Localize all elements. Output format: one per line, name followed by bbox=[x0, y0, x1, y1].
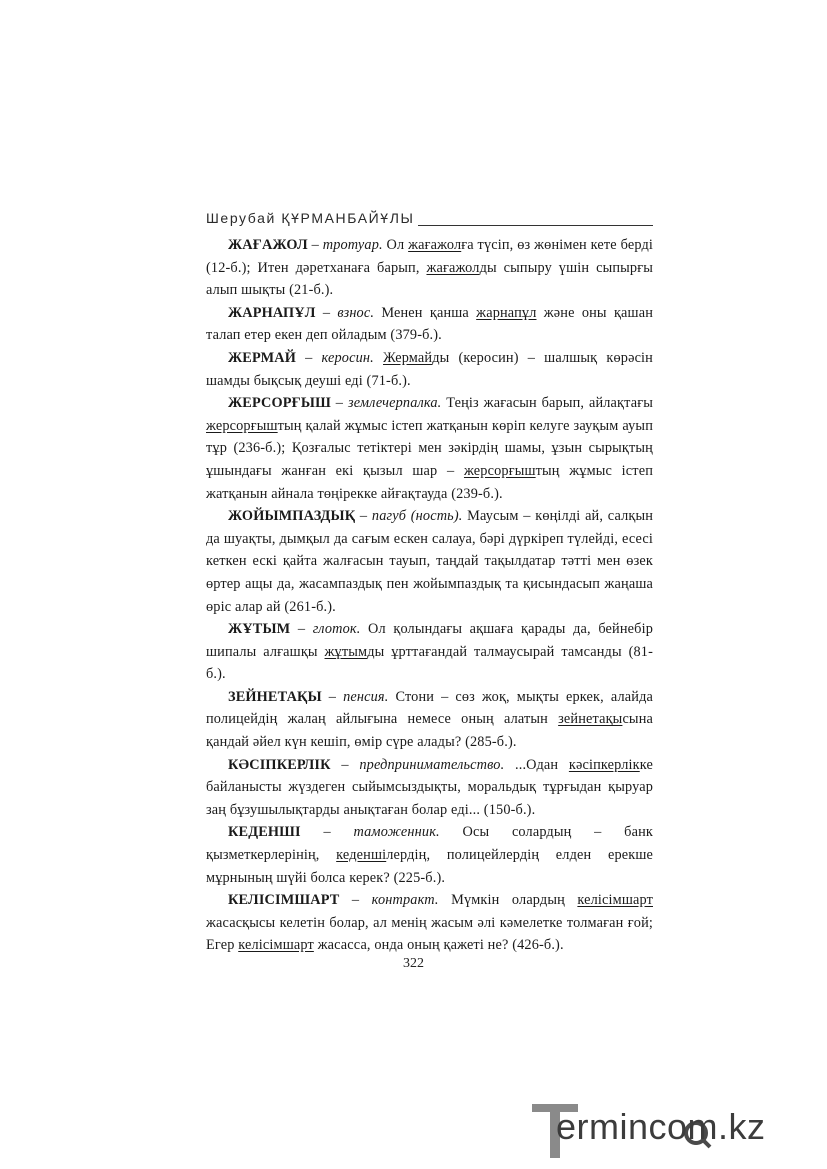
dictionary-entry bbox=[206, 821, 653, 889]
entry-example-text: тың жұмыс істеп жатқанын айнала төңірекке айғақтауда (239-б.). bbox=[206, 462, 653, 502]
entry-term-usage: кəсіпкерлік bbox=[568, 756, 640, 773]
entry-example-text: Ол қолындағы ақшаға қарады да, бейнебір шипалы алғашқы bbox=[206, 621, 653, 660]
entry-term-usage: келісімшарт bbox=[238, 937, 314, 954]
entry-headword: ЗЕЙНЕТАҚЫ bbox=[228, 688, 322, 705]
logo-text: ermincom.kz bbox=[556, 1106, 766, 1147]
entry-translation: пенсия. bbox=[343, 688, 389, 705]
entry-example-text: ға түсіп, өз жөнімен кете берді (12-б.); Итен дəретханаға барып, bbox=[206, 237, 654, 276]
dictionary-entry bbox=[206, 392, 653, 505]
entry-example-text: Менен қанша bbox=[374, 304, 477, 321]
entry-example-text: Мүмкін олардың bbox=[438, 892, 578, 909]
entry-dash: – bbox=[300, 824, 354, 841]
entry-term-usage: жерсорғыш bbox=[206, 417, 278, 434]
entry-translation: предпринимательство. bbox=[359, 756, 505, 773]
entry-translation: пагуб (ность). bbox=[371, 508, 463, 525]
termincom-logo[interactable] bbox=[530, 1100, 820, 1160]
entry-headword: КЕДЕНШІ bbox=[228, 824, 301, 841]
entry-term-usage: келісімшарт bbox=[577, 892, 653, 909]
entry-dash: – bbox=[330, 395, 348, 412]
entry-term-usage: жарнапұл bbox=[476, 304, 537, 321]
entry-example-text: Ол bbox=[382, 237, 409, 253]
entry-term-usage: жұтым bbox=[324, 643, 368, 660]
entry-example-text: ды сыпыру үшін сыпырғы алып шықты (21-б.). bbox=[206, 259, 653, 299]
dictionary-entry bbox=[206, 505, 653, 618]
entry-translation: таможенник. bbox=[353, 824, 440, 841]
entry-dash: – bbox=[321, 688, 344, 705]
entry-example-text: жасасқысы келетін болар, ал менің жасым əлі кəмелетке толмаған ғой; Егер bbox=[206, 914, 653, 954]
entry-dash: – bbox=[290, 621, 313, 638]
header-author: Шерубай ҚҰРМАНБАЙҰЛЫ bbox=[206, 210, 418, 226]
dictionary-entry bbox=[206, 302, 653, 347]
dictionary-entry bbox=[206, 889, 653, 957]
entry-term-usage: жағажол bbox=[408, 237, 462, 253]
entry-dash: – bbox=[295, 349, 322, 366]
dictionary-entries bbox=[206, 234, 653, 957]
entry-example-text: ды (керосин) – шалшық көрəсін шамды бықсық деуші еді (71-б.). bbox=[206, 349, 653, 389]
entry-term-usage: жағажол bbox=[426, 259, 480, 276]
entry-headword: ЖОЙЫМПАЗДЫҚ bbox=[228, 508, 356, 525]
entry-headword: ЖЕРСОРҒЫШ bbox=[228, 395, 331, 412]
entry-translation: глоток. bbox=[312, 621, 361, 638]
entry-translation: контракт. bbox=[371, 892, 439, 909]
entry-example-text: Осы солардың – банк қызметкерлерінің, bbox=[206, 824, 653, 864]
running-header bbox=[206, 210, 653, 230]
entry-dash: – bbox=[355, 508, 372, 525]
entry-dash: – bbox=[330, 756, 360, 773]
entry-example-text: тың қалай жұмыс істеп жатқанын көріп келуге зауқым ауып тұр (236-б.); Қозғалыс тетіктері мен зəкірдің шамы, ұзын сырықтың ұшындағы жанған екі қызыл шар – bbox=[206, 417, 653, 479]
entry-example-text: ды ұрттағандай талмаусырай тамсанды (81-б.). bbox=[206, 643, 653, 683]
entry-example-text bbox=[374, 350, 383, 366]
entry-headword: КЕЛІСІМШАРТ bbox=[228, 892, 340, 909]
entry-headword: ЖАҒАЖОЛ bbox=[228, 237, 308, 253]
entry-example-text: Маусым – көңілді ай, салқын да шуақты, дымқыл да сағым ескен салауа, бəрі дүркіреп түлейді, есесі кеткен ескі қайта жалғасын тауып, таңдай тақылдатар тəтті мен өзек өртер ащы да, жасампаздық пен жойымпаздық та қисындасып жаңаша өріс алар ай (261-б.). bbox=[206, 508, 654, 615]
entry-translation: землечерпалка. bbox=[347, 395, 442, 412]
page-number: 322 bbox=[403, 956, 424, 971]
entry-term-usage: зейнетақы bbox=[558, 711, 623, 728]
entry-term-usage: кеденші bbox=[336, 847, 387, 864]
entry-example-text: жасасса, онда оның қажеті не? (426-б.). bbox=[313, 937, 564, 954]
entry-example-text: Стони – сөз жоқ, мықты еркек, алайда полицейдің жалаң айлығына немесе оның алатын bbox=[206, 688, 653, 728]
dictionary-entry bbox=[206, 754, 653, 822]
entry-translation: взнос. bbox=[337, 304, 375, 321]
entry-headword: ЖЕРМАЙ bbox=[228, 349, 296, 366]
entry-term-usage: Жермай bbox=[383, 349, 433, 366]
dictionary-entry bbox=[206, 686, 653, 754]
entry-dash: – bbox=[307, 237, 323, 253]
entry-example-text: ке байланысты жүздеген сыйымсыздықты, моральдық тұрғыдан қыруар заң бұзушылықтарды анықтаған болар еді... (150-б.). bbox=[206, 756, 653, 818]
entry-headword: ЖАРНАПҰЛ bbox=[228, 304, 316, 321]
entry-translation: керосин. bbox=[321, 349, 374, 366]
entry-translation: тротуар. bbox=[322, 237, 383, 253]
entry-term-usage: жерсорғыш bbox=[463, 462, 536, 479]
entry-example-text: Теңіз жағасын барып, айлақтағы bbox=[441, 395, 653, 412]
dictionary-entry bbox=[206, 618, 653, 686]
entry-dash: – bbox=[339, 892, 372, 909]
entry-headword: КƏСІПКЕРЛІК bbox=[228, 756, 331, 773]
entry-dash: – bbox=[315, 304, 338, 321]
entry-example-text: сына қандай əйел күн кешіп, өмір сүре алады? (285-б.). bbox=[206, 711, 653, 751]
dictionary-entry bbox=[206, 234, 653, 302]
entry-example-text: жəне оны қашан талап етер екен деп ойладым (379-б.). bbox=[206, 304, 653, 344]
entry-headword: ЖҰТЫМ bbox=[228, 621, 291, 638]
entry-example-text: ...Одан bbox=[504, 756, 569, 773]
dictionary-entry bbox=[206, 347, 653, 392]
entry-example-text: лердің, полицейлердің елден ерекше мұрнының шүйі болса керек? (225-б.). bbox=[206, 847, 653, 886]
